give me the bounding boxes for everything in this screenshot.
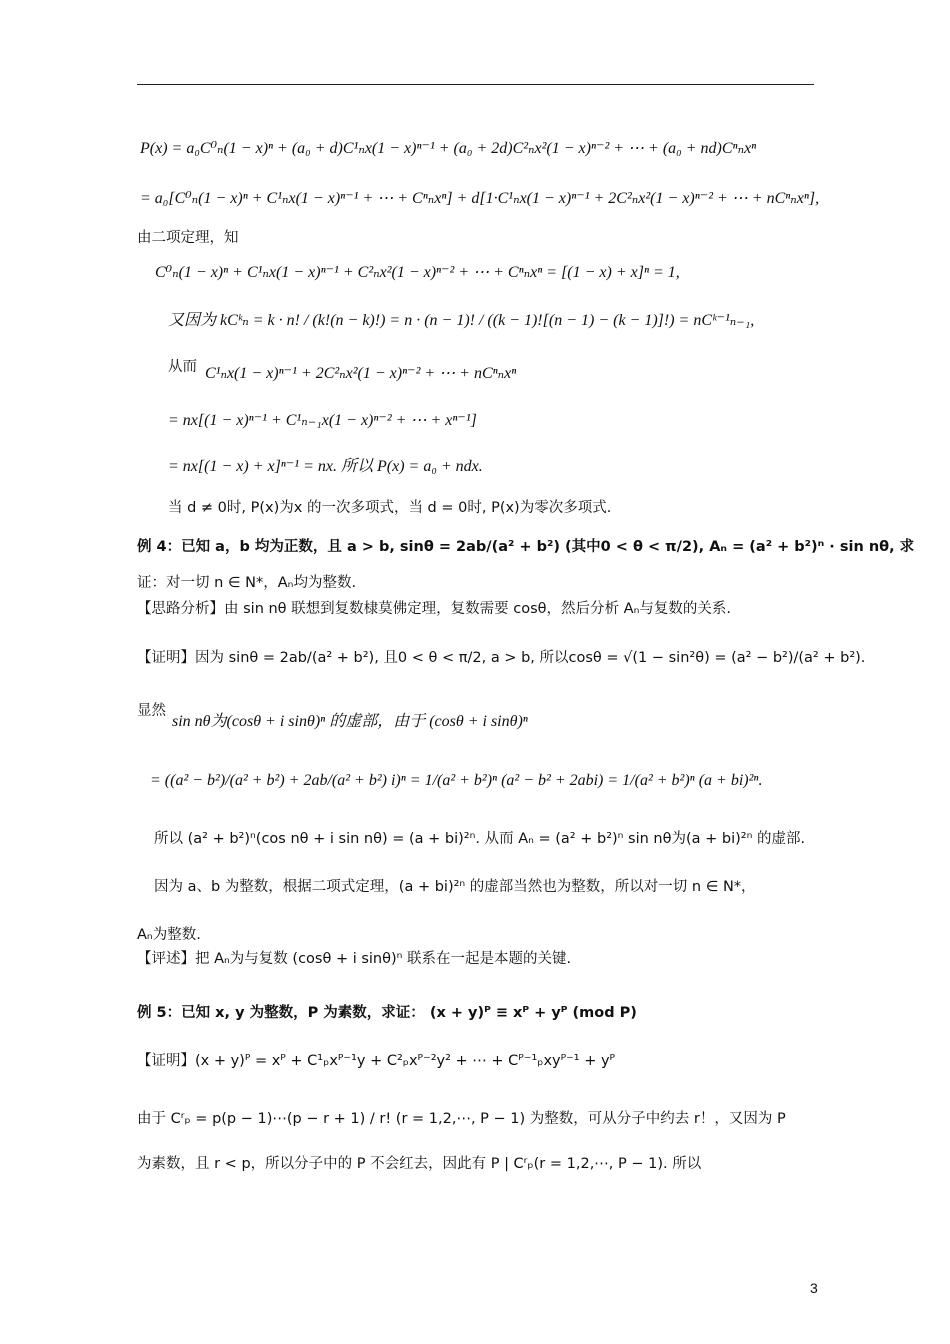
text-line: 由于 Cʳₚ = p(p − 1)⋯(p − r + 1) / r! (r = 1,2,⋯, P − 1) 为整数，可从分子中约去 r！，又因为 P (137, 1111, 786, 1127)
text-line: 【证明】因为 sinθ = 2ab/(a² + b²), 且0 < θ < π/2, a > b, 所以cosθ = √(1 − sin²θ) = (a² − b²)/(a² + b²). (137, 650, 866, 666)
text-line: 当 d ≠ 0时, P(x)为x 的一次多项式，当 d = 0时, P(x)为零次多项式. (168, 500, 612, 516)
text-line: 例 5：已知 x, y 为整数，P 为素数，求证： (x + y)ᴾ ≡ xᴾ + yᴾ (mod P) (137, 1005, 637, 1021)
page-number: 3 (810, 1280, 818, 1296)
text-line: 例 4：已知 a，b 均为正数，且 a > b, sinθ = 2ab/(a² + b²) (其中0 < θ < π/2), Aₙ = (a² + b²)ⁿ · sin nθ, 求 (137, 539, 915, 555)
text-line: sin nθ为(cosθ + i sinθ)ⁿ 的虚部，由于 (cosθ + i sinθ)ⁿ (172, 713, 528, 730)
text-line: = a₀[C⁰ₙ(1 − x)ⁿ + C¹ₙx(1 − x)ⁿ⁻¹ + ⋯ + Cⁿₙxⁿ] + d[1·C¹ₙx(1 − x)ⁿ⁻¹ + 2C²ₙx²(1 − x)ⁿ⁻² + ⋯ + nCⁿₙxⁿ], (140, 190, 820, 207)
text-line: 由二项定理，知 (137, 230, 239, 246)
text-line: 所以 (a² + b²)ⁿ(cos nθ + i sin nθ) = (a + bi)²ⁿ. 从而 Aₙ = (a² + b²)ⁿ sin nθ为(a + bi)²ⁿ 的虚部. (154, 831, 806, 847)
text-line: 为素数，且 r < p，所以分子中的 P 不会红去，因此有 P | Cʳₚ(r = 1,2,⋯, P − 1). 所以 (137, 1156, 702, 1172)
text-line: = ((a² − b²)/(a² + b²) + 2ab/(a² + b²) i)ⁿ = 1/(a² + b²)ⁿ (a² − b² + 2abi) = 1/(a² + b²)ⁿ (a + bi)²ⁿ. (150, 772, 763, 789)
text-line: = nx[(1 − x) + x]ⁿ⁻¹ = nx. 所以 P(x) = a₀ + ndx. (168, 458, 483, 475)
text-line: 【评述】把 Aₙ为与复数 (cosθ + i sinθ)ⁿ 联系在一起是本题的关键. (137, 951, 572, 967)
text-line: C⁰ₙ(1 − x)ⁿ + C¹ₙx(1 − x)ⁿ⁻¹ + C²ₙx²(1 − x)ⁿ⁻² + ⋯ + Cⁿₙxⁿ = [(1 − x) + x]ⁿ = 1, (155, 264, 680, 281)
header-rule (137, 84, 814, 85)
text-line: 【证明】(x + y)ᴾ = xᴾ + C¹ₚxᴾ⁻¹y + C²ₚxᴾ⁻²y² + ⋯ + Cᴾ⁻¹ₚxyᴾ⁻¹ + yᴾ (137, 1053, 616, 1069)
text-line: 证：对一切 n ∈ N*，Aₙ均为整数. (137, 575, 357, 591)
text-line: 又因为 kCᵏₙ = k · n! / (k!(n − k)!) = n · (n − 1)! / ((k − 1)![(n − 1) − (k − 1)]!) = nCᵏ⁻¹ₙ₋₁, (168, 312, 755, 329)
text-line: C¹ₙx(1 − x)ⁿ⁻¹ + 2C²ₙx²(1 − x)ⁿ⁻² + ⋯ + nCⁿₙxⁿ (205, 365, 517, 382)
text-line: 显然 (137, 703, 166, 719)
text-line: P(x) = a₀C⁰ₙ(1 − x)ⁿ + (a₀ + d)C¹ₙx(1 − x)ⁿ⁻¹ + (a₀ + 2d)C²ₙx²(1 − x)ⁿ⁻² + ⋯ + (a₀ + nd)Cⁿₙxⁿ (140, 140, 757, 157)
text-line: 【思路分析】由 sin nθ 联想到复数棣莫佛定理，复数需要 cosθ，然后分析 Aₙ与复数的关系. (137, 601, 731, 617)
text-line: Aₙ为整数. (137, 927, 201, 943)
text-line: 从而 (168, 359, 197, 375)
text-line: = nx[(1 − x)ⁿ⁻¹ + C¹ₙ₋₁x(1 − x)ⁿ⁻² + ⋯ + xⁿ⁻¹] (168, 412, 477, 429)
text-line: 因为 a、b 为整数，根据二项式定理，(a + bi)²ⁿ 的虚部当然也为整数，所以对一切 n ∈ N*， (154, 879, 756, 895)
